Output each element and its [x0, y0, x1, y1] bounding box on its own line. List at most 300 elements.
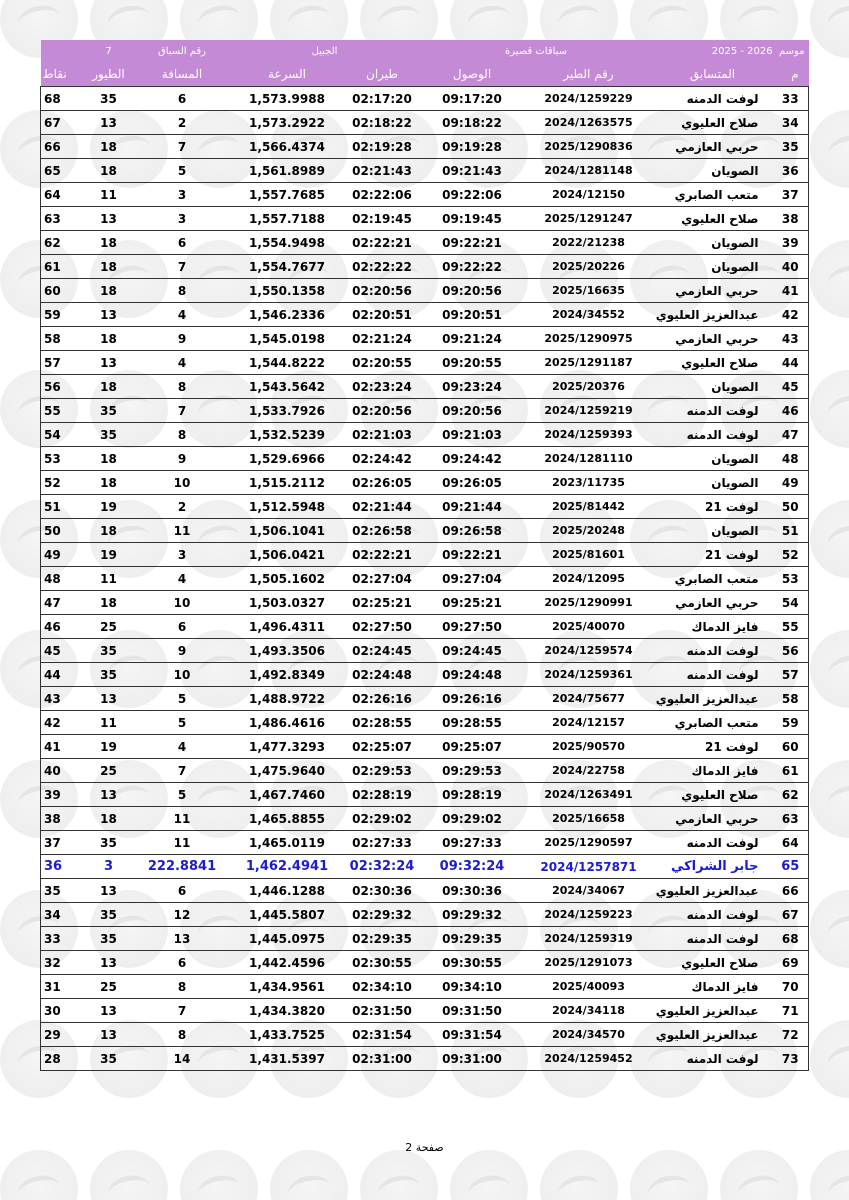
- speed-cell: 1,546.2336: [230, 303, 345, 327]
- speed-cell: 1,445.5807: [230, 903, 345, 927]
- table-row: [41, 447, 809, 471]
- arrival-time-cell: 09:22:06: [420, 183, 525, 207]
- birds-cell: 19: [83, 495, 135, 519]
- rank-cell: 53: [773, 567, 809, 591]
- flight-time-cell: 02:26:58: [345, 519, 420, 543]
- rank-cell: 34: [773, 111, 809, 135]
- distance-cell: 3: [135, 543, 230, 567]
- birds-cell: 35: [83, 927, 135, 951]
- points-cell: 51: [41, 495, 83, 519]
- distance-cell: 3: [135, 183, 230, 207]
- table-row: [41, 735, 809, 759]
- birds-cell: 18: [83, 807, 135, 831]
- col-header-flight: طيران: [345, 62, 420, 87]
- table-row: [41, 327, 809, 351]
- flight-time-cell: 02:22:21: [345, 543, 420, 567]
- flight-time-cell: 02:22:21: [345, 231, 420, 255]
- speed-cell: 1,533.7926: [230, 399, 345, 423]
- ring-number-cell: 2024/1263491: [525, 783, 653, 807]
- birds-cell: 18: [83, 279, 135, 303]
- arrival-time-cell: 09:19:45: [420, 207, 525, 231]
- watermark-logo-icon: [540, 1150, 618, 1200]
- ring-number-cell: 2025/1291073: [525, 951, 653, 975]
- season-label: موسم: [778, 45, 805, 57]
- table-row: [41, 615, 809, 639]
- birds-cell: 13: [83, 687, 135, 711]
- watermark-logo-icon: [90, 1150, 168, 1200]
- rank-cell: 72: [773, 1023, 809, 1047]
- watermark-logo-icon: [720, 1150, 798, 1200]
- results-table: [40, 40, 809, 1071]
- points-cell: 35: [41, 879, 83, 903]
- owner-cell: لوفت الدمنه: [653, 663, 773, 687]
- ring-number-cell: 2025/20376: [525, 375, 653, 399]
- distance-cell: 6: [135, 87, 230, 111]
- speed-cell: 1,554.9498: [230, 231, 345, 255]
- birds-cell: 35: [83, 663, 135, 687]
- owner-cell: الصويان: [653, 519, 773, 543]
- points-cell: 52: [41, 471, 83, 495]
- arrival-time-cell: 09:28:19: [420, 783, 525, 807]
- points-cell: 31: [41, 975, 83, 999]
- speed-cell: 1,512.5948: [230, 495, 345, 519]
- ring-number-cell: 2024/1259319: [525, 927, 653, 951]
- speed-cell: 1,566.4374: [230, 135, 345, 159]
- birds-cell: 11: [83, 183, 135, 207]
- rank-cell: 67: [773, 903, 809, 927]
- ring-number-cell: 2024/1281110: [525, 447, 653, 471]
- speed-cell: 1,544.8222: [230, 351, 345, 375]
- ring-number-cell: 2025/1290597: [525, 831, 653, 855]
- rank-cell: 56: [773, 639, 809, 663]
- rank-cell: 60: [773, 735, 809, 759]
- birds-cell: 18: [83, 255, 135, 279]
- birds-cell: 13: [83, 303, 135, 327]
- rank-cell: 42: [773, 303, 809, 327]
- birds-cell: 35: [83, 903, 135, 927]
- table-row: [41, 783, 809, 807]
- distance-cell: 9: [135, 327, 230, 351]
- table-row: [41, 663, 809, 687]
- birds-cell: 11: [83, 711, 135, 735]
- col-header-points: نقاط: [41, 62, 83, 87]
- watermark-logo-icon: [180, 1150, 258, 1200]
- watermark-logo-icon: [810, 500, 849, 578]
- page-label: صفحة: [415, 1141, 444, 1154]
- season-years: 2026 - 2025: [711, 45, 773, 57]
- distance-cell: 12: [135, 903, 230, 927]
- distance-cell: 4: [135, 735, 230, 759]
- ring-number-cell: 2024/34067: [525, 879, 653, 903]
- points-cell: 47: [41, 591, 83, 615]
- distance-cell: 7: [135, 999, 230, 1023]
- table-row: [41, 879, 809, 903]
- table-row: [41, 567, 809, 591]
- results-sheet: [40, 40, 808, 1071]
- ring-number-cell: 2025/1291187: [525, 351, 653, 375]
- distance-cell: 2: [135, 495, 230, 519]
- table-row: [41, 831, 809, 855]
- table-row: [41, 231, 809, 255]
- speed-cell: 1,496.4311: [230, 615, 345, 639]
- speed-cell: 1,465.0119: [230, 831, 345, 855]
- owner-cell: صلاح العليوي: [653, 951, 773, 975]
- rank-cell: 49: [773, 471, 809, 495]
- birds-cell: 13: [83, 351, 135, 375]
- distance-cell: 2: [135, 111, 230, 135]
- rank-cell: 38: [773, 207, 809, 231]
- owner-cell: صلاح العليوي: [653, 111, 773, 135]
- ring-number-cell: 2025/40070: [525, 615, 653, 639]
- speed-cell: 1,557.7188: [230, 207, 345, 231]
- distance-cell: 8: [135, 975, 230, 999]
- distance-cell: 5: [135, 783, 230, 807]
- flight-time-cell: 02:26:16: [345, 687, 420, 711]
- arrival-time-cell: 09:29:53: [420, 759, 525, 783]
- col-header-arrival: الوصول: [420, 62, 525, 87]
- arrival-time-cell: 09:26:05: [420, 471, 525, 495]
- arrival-time-cell: 09:29:35: [420, 927, 525, 951]
- owner-cell: حربي العازمي: [653, 279, 773, 303]
- distance-cell: 222.8841: [135, 855, 230, 879]
- distance-cell: 10: [135, 471, 230, 495]
- points-cell: 37: [41, 831, 83, 855]
- arrival-time-cell: 09:18:22: [420, 111, 525, 135]
- rank-cell: 71: [773, 999, 809, 1023]
- arrival-time-cell: 09:32:24: [420, 855, 525, 879]
- table-row: [41, 543, 809, 567]
- flight-time-cell: 02:29:53: [345, 759, 420, 783]
- flight-time-cell: 02:23:24: [345, 375, 420, 399]
- table-row: [41, 375, 809, 399]
- rank-cell: 41: [773, 279, 809, 303]
- flight-time-cell: 02:22:06: [345, 183, 420, 207]
- watermark-logo-icon: [360, 1150, 438, 1200]
- col-header-speed: السرعة: [230, 62, 345, 87]
- owner-cell: الصويان: [653, 375, 773, 399]
- ring-number-cell: 2025/40093: [525, 975, 653, 999]
- flight-time-cell: 02:19:45: [345, 207, 420, 231]
- birds-cell: 13: [83, 999, 135, 1023]
- owner-cell: متعب الصابري: [653, 183, 773, 207]
- points-cell: 50: [41, 519, 83, 543]
- owner-cell: جابر الشراكي: [653, 855, 773, 879]
- rank-cell: 43: [773, 327, 809, 351]
- watermark-logo-icon: [810, 1150, 849, 1200]
- flight-time-cell: 02:17:20: [345, 87, 420, 111]
- race-number: 7: [83, 40, 135, 62]
- arrival-time-cell: 09:20:51: [420, 303, 525, 327]
- ring-number-cell: 2025/1291247: [525, 207, 653, 231]
- table-row: [41, 279, 809, 303]
- flight-time-cell: 02:29:02: [345, 807, 420, 831]
- birds-cell: 19: [83, 543, 135, 567]
- rank-cell: 73: [773, 1047, 809, 1071]
- flight-time-cell: 02:20:51: [345, 303, 420, 327]
- speed-cell: 1,434.9561: [230, 975, 345, 999]
- distance-cell: 5: [135, 711, 230, 735]
- owner-cell: حربي العازمي: [653, 807, 773, 831]
- birds-cell: 35: [83, 831, 135, 855]
- birds-cell: 35: [83, 399, 135, 423]
- points-cell: 61: [41, 255, 83, 279]
- speed-cell: 1,543.5642: [230, 375, 345, 399]
- points-cell: 32: [41, 951, 83, 975]
- owner-cell: فايز الدماك: [653, 759, 773, 783]
- watermark-logo-icon: [630, 1150, 708, 1200]
- arrival-time-cell: 09:26:16: [420, 687, 525, 711]
- ring-number-cell: 2025/90570: [525, 735, 653, 759]
- flight-time-cell: 02:29:35: [345, 927, 420, 951]
- birds-cell: 25: [83, 615, 135, 639]
- owner-cell: صلاح العليوي: [653, 207, 773, 231]
- points-cell: 53: [41, 447, 83, 471]
- owner-cell: لوفت الدمنه: [653, 1047, 773, 1071]
- table-row: [41, 423, 809, 447]
- speed-cell: 1,486.4616: [230, 711, 345, 735]
- owner-cell: حربي العازمي: [653, 591, 773, 615]
- flight-time-cell: 02:28:55: [345, 711, 420, 735]
- ring-number-cell: 2024/75677: [525, 687, 653, 711]
- arrival-time-cell: 09:17:20: [420, 87, 525, 111]
- points-cell: 48: [41, 567, 83, 591]
- speed-cell: 1,445.0975: [230, 927, 345, 951]
- distance-cell: 11: [135, 831, 230, 855]
- owner-cell: الصويان: [653, 447, 773, 471]
- rank-cell: 69: [773, 951, 809, 975]
- speed-cell: 1,462.4941: [230, 855, 345, 879]
- birds-cell: 18: [83, 519, 135, 543]
- distance-cell: 4: [135, 351, 230, 375]
- speed-cell: 1,442.4596: [230, 951, 345, 975]
- watermark-logo-icon: [810, 890, 849, 968]
- points-cell: 54: [41, 423, 83, 447]
- watermark-logo-icon: [810, 0, 849, 58]
- points-cell: 57: [41, 351, 83, 375]
- table-row: [41, 135, 809, 159]
- owner-cell: الصويان: [653, 471, 773, 495]
- col-header-distance: المسافة: [135, 62, 230, 87]
- rank-cell: 64: [773, 831, 809, 855]
- speed-cell: 1,557.7685: [230, 183, 345, 207]
- ring-number-cell: 2024/12157: [525, 711, 653, 735]
- points-cell: 30: [41, 999, 83, 1023]
- speed-cell: 1,550.1358: [230, 279, 345, 303]
- birds-cell: 13: [83, 951, 135, 975]
- table-row: [41, 111, 809, 135]
- flight-time-cell: 02:24:42: [345, 447, 420, 471]
- owner-cell: عبدالعزيز العليوي: [653, 999, 773, 1023]
- ring-number-cell: 2023/11735: [525, 471, 653, 495]
- rank-cell: 55: [773, 615, 809, 639]
- flight-time-cell: 02:20:56: [345, 399, 420, 423]
- arrival-time-cell: 09:28:55: [420, 711, 525, 735]
- flight-time-cell: 02:34:10: [345, 975, 420, 999]
- flight-time-cell: 02:26:05: [345, 471, 420, 495]
- distance-cell: 10: [135, 591, 230, 615]
- speed-cell: 1,446.1288: [230, 879, 345, 903]
- speed-cell: 1,529.6966: [230, 447, 345, 471]
- arrival-time-cell: 09:20:56: [420, 279, 525, 303]
- col-header-owner: المتسابق: [653, 62, 773, 87]
- arrival-time-cell: 09:21:44: [420, 495, 525, 519]
- owner-cell: عبدالعزيز العليوي: [653, 303, 773, 327]
- watermark-logo-icon: [810, 760, 849, 838]
- ring-number-cell: 2025/1290836: [525, 135, 653, 159]
- arrival-time-cell: 09:30:55: [420, 951, 525, 975]
- arrival-time-cell: 09:27:33: [420, 831, 525, 855]
- birds-cell: 25: [83, 975, 135, 999]
- owner-cell: لوفت الدمنه: [653, 831, 773, 855]
- table-row: [41, 351, 809, 375]
- distance-cell: 7: [135, 399, 230, 423]
- points-cell: 28: [41, 1047, 83, 1071]
- distance-cell: 8: [135, 375, 230, 399]
- race-info-header: [41, 40, 809, 62]
- table-row: [41, 951, 809, 975]
- points-cell: 62: [41, 231, 83, 255]
- points-cell: 42: [41, 711, 83, 735]
- birds-cell: 13: [83, 783, 135, 807]
- points-cell: 34: [41, 903, 83, 927]
- arrival-time-cell: 09:26:58: [420, 519, 525, 543]
- ring-number-cell: 2024/22758: [525, 759, 653, 783]
- distance-cell: 14: [135, 1047, 230, 1071]
- distance-cell: 7: [135, 759, 230, 783]
- watermark-logo-icon: [0, 1150, 78, 1200]
- arrival-time-cell: 09:25:07: [420, 735, 525, 759]
- rank-cell: 44: [773, 351, 809, 375]
- flight-time-cell: 02:31:50: [345, 999, 420, 1023]
- distance-cell: 8: [135, 1023, 230, 1047]
- distance-cell: 11: [135, 519, 230, 543]
- arrival-time-cell: 09:29:32: [420, 903, 525, 927]
- points-cell: 45: [41, 639, 83, 663]
- arrival-time-cell: 09:21:43: [420, 159, 525, 183]
- points-cell: 66: [41, 135, 83, 159]
- rank-cell: 50: [773, 495, 809, 519]
- table-row: [41, 639, 809, 663]
- speed-cell: 1,515.2112: [230, 471, 345, 495]
- owner-cell: لوفت الدمنه: [653, 927, 773, 951]
- arrival-time-cell: 09:34:10: [420, 975, 525, 999]
- flight-time-cell: 02:29:32: [345, 903, 420, 927]
- birds-cell: 19: [83, 735, 135, 759]
- flight-time-cell: 02:22:22: [345, 255, 420, 279]
- birds-cell: 18: [83, 375, 135, 399]
- flight-time-cell: 02:21:24: [345, 327, 420, 351]
- flight-time-cell: 02:28:19: [345, 783, 420, 807]
- distance-cell: 7: [135, 135, 230, 159]
- distance-cell: 9: [135, 639, 230, 663]
- page-footer: [0, 1141, 849, 1154]
- flight-time-cell: 02:18:22: [345, 111, 420, 135]
- rank-cell: 54: [773, 591, 809, 615]
- table-row: [41, 759, 809, 783]
- birds-cell: 13: [83, 207, 135, 231]
- table-row: [41, 903, 809, 927]
- ring-number-cell: 2024/1259574: [525, 639, 653, 663]
- flight-time-cell: 02:21:03: [345, 423, 420, 447]
- owner-cell: لوفت 21: [653, 495, 773, 519]
- speed-cell: 1,492.8349: [230, 663, 345, 687]
- points-cell: 33: [41, 927, 83, 951]
- distance-cell: 7: [135, 255, 230, 279]
- table-row: [41, 807, 809, 831]
- column-header-row: [41, 62, 809, 87]
- table-row: [41, 183, 809, 207]
- flight-time-cell: 02:31:54: [345, 1023, 420, 1047]
- points-cell: 29: [41, 1023, 83, 1047]
- arrival-time-cell: 09:29:02: [420, 807, 525, 831]
- owner-cell: لوفت الدمنه: [653, 399, 773, 423]
- birds-cell: 25: [83, 759, 135, 783]
- distance-cell: 5: [135, 687, 230, 711]
- arrival-time-cell: 09:25:21: [420, 591, 525, 615]
- flight-time-cell: 02:27:33: [345, 831, 420, 855]
- owner-cell: متعب الصابري: [653, 711, 773, 735]
- speed-cell: 1,554.7677: [230, 255, 345, 279]
- owner-cell: الصويان: [653, 255, 773, 279]
- ring-number-cell: 2025/16635: [525, 279, 653, 303]
- points-cell: 38: [41, 807, 83, 831]
- distance-cell: 6: [135, 231, 230, 255]
- arrival-time-cell: 09:31:50: [420, 999, 525, 1023]
- speed-cell: 1,506.0421: [230, 543, 345, 567]
- birds-cell: 18: [83, 327, 135, 351]
- rank-cell: 52: [773, 543, 809, 567]
- arrival-time-cell: 09:24:45: [420, 639, 525, 663]
- distance-cell: 10: [135, 663, 230, 687]
- distance-cell: 4: [135, 303, 230, 327]
- col-header-ring: رقم الطير: [525, 62, 653, 87]
- owner-cell: لوفت الدمنه: [653, 903, 773, 927]
- arrival-time-cell: 09:27:04: [420, 567, 525, 591]
- birds-cell: 18: [83, 591, 135, 615]
- arrival-time-cell: 09:20:56: [420, 399, 525, 423]
- points-cell: 64: [41, 183, 83, 207]
- ring-number-cell: 2024/34570: [525, 1023, 653, 1047]
- arrival-time-cell: 09:19:28: [420, 135, 525, 159]
- ring-number-cell: 2024/1259229: [525, 87, 653, 111]
- arrival-time-cell: 09:24:48: [420, 663, 525, 687]
- rank-cell: 33: [773, 87, 809, 111]
- owner-cell: حربي العازمي: [653, 135, 773, 159]
- speed-cell: 1,475.9640: [230, 759, 345, 783]
- table-row: [41, 495, 809, 519]
- ring-number-cell: 2024/34118: [525, 999, 653, 1023]
- birds-cell: 13: [83, 879, 135, 903]
- birds-cell: 18: [83, 471, 135, 495]
- flight-time-cell: 02:25:07: [345, 735, 420, 759]
- birds-cell: 18: [83, 447, 135, 471]
- rank-cell: 70: [773, 975, 809, 999]
- arrival-time-cell: 09:22:22: [420, 255, 525, 279]
- ring-number-cell: 2025/1290975: [525, 327, 653, 351]
- rank-cell: 59: [773, 711, 809, 735]
- birds-cell: 18: [83, 135, 135, 159]
- points-cell: 58: [41, 327, 83, 351]
- table-row: [41, 399, 809, 423]
- rank-cell: 61: [773, 759, 809, 783]
- race-location: الجبيل: [230, 40, 420, 62]
- rank-cell: 62: [773, 783, 809, 807]
- col-header-birds: الطيور: [83, 62, 135, 87]
- speed-cell: 1,573.9988: [230, 87, 345, 111]
- rank-cell: 45: [773, 375, 809, 399]
- birds-cell: 35: [83, 1047, 135, 1071]
- flight-time-cell: 02:21:44: [345, 495, 420, 519]
